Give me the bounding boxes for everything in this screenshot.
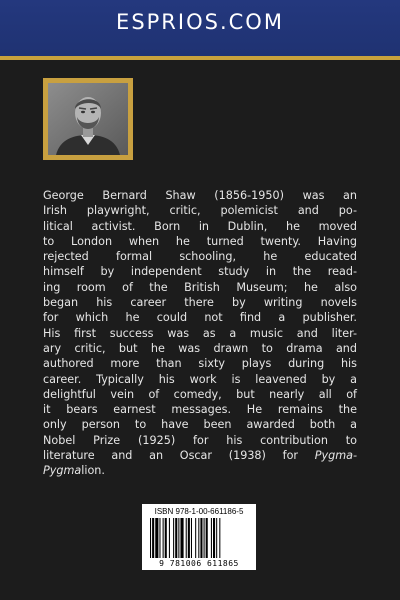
barcode-bar xyxy=(169,518,170,558)
bio-line: delightful vein of comedy, but nearly all of xyxy=(43,387,357,401)
bio-line: began his career there by writing novels xyxy=(43,296,357,310)
barcode-bar xyxy=(211,518,212,558)
barcode-bar xyxy=(173,518,174,558)
barcode-bar xyxy=(213,518,215,558)
barcode-bar xyxy=(159,518,160,558)
barcode-digits: 9 781006 611865 xyxy=(159,559,239,568)
bio-line: himself by independent study in the read- xyxy=(43,265,357,279)
bio-line-text: lion. xyxy=(81,464,105,478)
barcode-bar xyxy=(191,518,192,558)
bio-line: only person to have been awarded both a xyxy=(43,418,357,432)
bio-line: George Bernard Shaw (1856-1950) was an xyxy=(43,189,357,202)
isbn-barcode xyxy=(142,504,256,570)
barcode-bar xyxy=(198,518,199,558)
barcode-bar xyxy=(155,518,158,558)
barcode-bar xyxy=(219,518,220,558)
author-biography xyxy=(43,188,357,479)
bio-line: ary critic, but he was drawn to drama and xyxy=(43,341,357,355)
barcode-bar xyxy=(186,518,187,558)
barcode-bars xyxy=(150,518,248,558)
barcode-bar xyxy=(200,518,202,558)
bio-line: Nobel Prize (1925) for his contribution to xyxy=(43,433,357,447)
bio-line: it bears earnest messages. He remains the xyxy=(43,403,357,417)
bio-line: litical activist. Born in Dublin, he moved xyxy=(43,219,357,233)
bio-line: rejected formal schooling, he educated xyxy=(43,250,357,264)
title-italic-end: Pygma xyxy=(43,464,82,478)
author-portrait-frame xyxy=(43,78,133,160)
bio-line: to London when he turned twenty. Having xyxy=(43,234,357,248)
header-band xyxy=(0,0,400,56)
bio-line-text: literature and an Oscar (1938) for xyxy=(43,449,299,463)
barcode-bar xyxy=(204,518,205,558)
bio-line: ing room of the British Museum; he also xyxy=(43,280,357,294)
barcode-bar xyxy=(206,518,208,558)
author-portrait-photo xyxy=(48,83,128,155)
barcode-bar xyxy=(163,518,164,558)
bio-line: for which he could not find a publisher. xyxy=(43,311,357,325)
barcode-bar xyxy=(175,518,177,558)
bio-line: authored more than sixty plays during his xyxy=(43,357,357,371)
barcode-bar xyxy=(180,518,183,558)
bio-line xyxy=(43,448,357,463)
gold-divider xyxy=(0,56,400,60)
barcode-bar xyxy=(152,518,154,558)
bio-line: Irish playwright, critic, polemicist and po- xyxy=(43,204,357,218)
isbn-label: ISBN 978-1-00-661186-5 xyxy=(154,507,244,516)
bio-line xyxy=(43,463,357,478)
title-italic: Pygma- xyxy=(314,449,357,463)
barcode-bar xyxy=(216,518,217,558)
brand-title: ESPRIOS.COM xyxy=(116,10,284,34)
bio-line: His first success was as a music and liter- xyxy=(43,326,357,340)
barcode-bar xyxy=(150,518,151,558)
barcode-bar xyxy=(195,518,196,558)
bio-line: career. Typically his work is leavened by a xyxy=(43,372,357,386)
barcode-bar xyxy=(188,518,190,558)
barcode-bar xyxy=(178,518,179,558)
barcode-bar xyxy=(165,518,167,558)
